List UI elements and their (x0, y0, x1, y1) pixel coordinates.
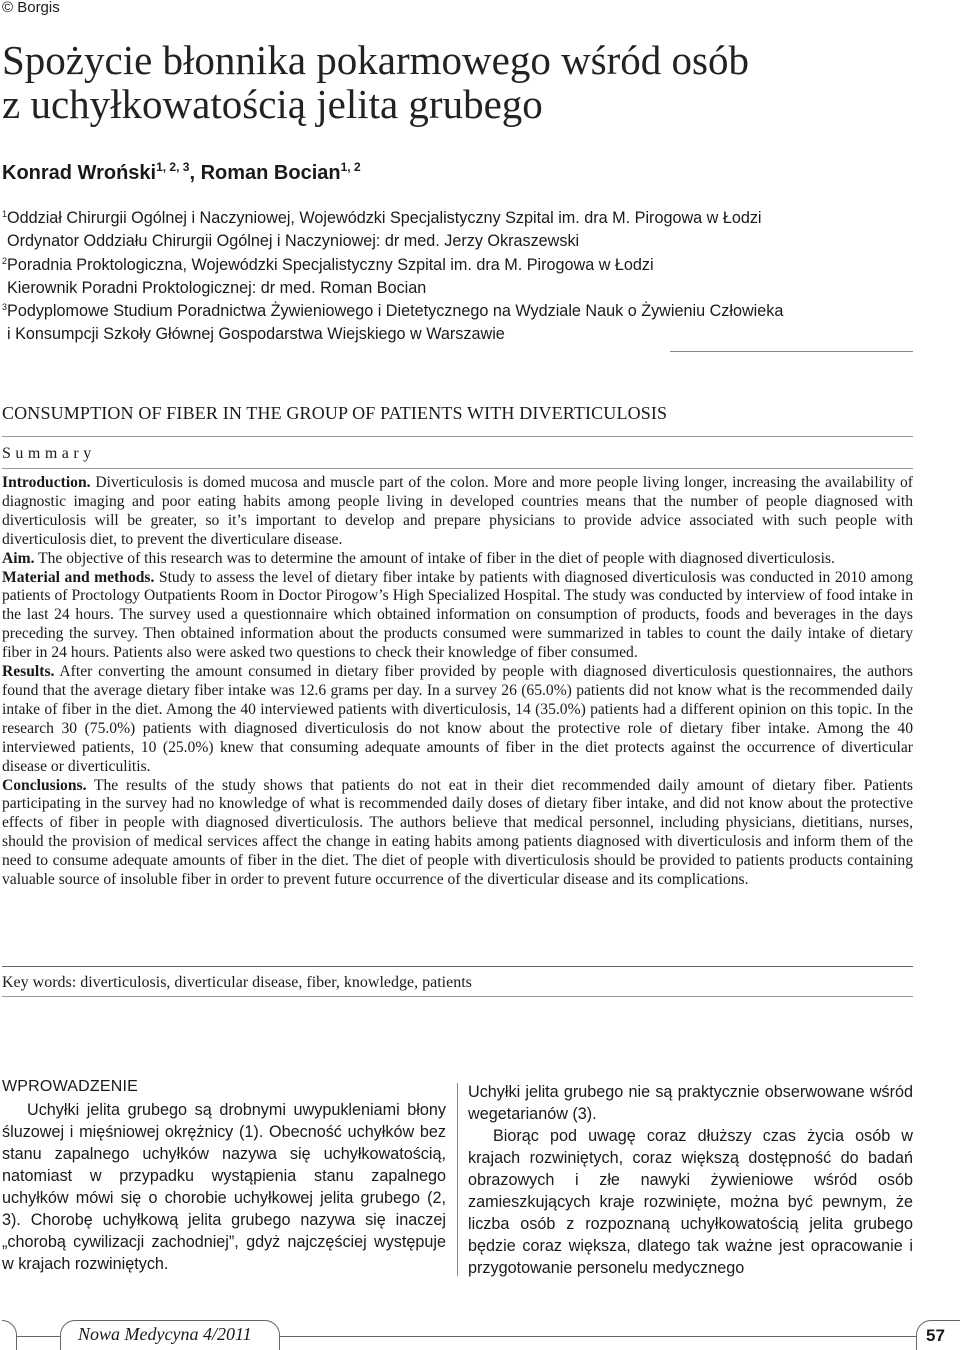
abstract-results (2, 663, 913, 776)
body-paragraph: Biorąc pod uwagę coraz dłuższy czas życia osób w krajach rozwiniętych, coraz większą dostępność do badań obrazowych i złe nawyki żywieniowe wśród osób zamieszkujących kraje rozwinięte, można być pewnym, że liczba osób z rozpoznaną uchyłkowatością jelita grubego będzie coraz większa, dlatego tak ważne jest opracowanie i przygotowanie personelu medycznego (468, 1127, 913, 1277)
affiliation-1 (2, 207, 958, 230)
abstract-text: Study to assess the level of dietary fiber intake by patients with diagnosed diverticulosis was conducted in 2010 among patients of Proctology Outpatients Room in Doctor Pirogow’s High Specialized Hospital. The study was conducted by interview of food intake in the last 24 hours. The survey used a questionnaire which obtained information on consumption of products, foods and beverages in the days preceding the survey. Then obtained information about the products consumed were summarized in tables to count the daily intake of dietary fiber in 24 hours. Patients also were asked two questions to check their knowledge of fiber consumed. (2, 568, 914, 662)
affiliation-number: 3 (2, 302, 8, 313)
divider (670, 351, 913, 352)
article-title-line-2: z uchyłkowatością jelita grubego (2, 81, 543, 127)
abstract-label: Material and methods. (2, 568, 155, 586)
article-title (2, 38, 952, 126)
affiliation-3 (2, 300, 958, 323)
abstract (2, 474, 913, 890)
copyright-notice: © Borgis (2, 0, 60, 16)
divider (2, 996, 913, 997)
journal-name: Nowa Medycyna 4/2011 (78, 1324, 252, 1344)
body-paragraph: Uchyłki jelita grubego są drobnymi uwypukleniami błony śluzowej i mięśniowej okrężnicy (1). Obecność uchyłków bez stanu zapalnego uchyłków nazywa się uchyłkowatością, natomiast w przypadku wystąpienia stanu zapalnego uchyłków mówi się o chorobie uchyłkowej jelita grubego (2, 3). Chorobę uchyłkową jelita grubego nazywa się inaczej „chorobą cywilizacji zachodniej”, gdyż najczęściej występuje w krajach rozwiniętych. (2, 1101, 446, 1273)
affiliations (2, 207, 958, 347)
divider (2, 966, 913, 967)
column-divider (457, 1083, 458, 1276)
author-affiliation-marks: 1, 2 (340, 160, 361, 174)
affiliation-number: 2 (2, 255, 8, 266)
section-heading: WPROWADZENIE (2, 1078, 139, 1095)
author-affiliation-marks: 1, 2, 3 (156, 160, 190, 174)
abstract-label: Introduction. (2, 474, 91, 491)
abstract-text: After converting the amount consumed in dietary fiber provided by people with diagnosed diverticulosis questionnaires, the authors found that the average dietary fiber intake was 12.6 grams per day. In a survey 26 (65.0%) patients did not know what is the recommended daily intake of fiber in the diet. Among the 40 interviewed patients with diverticulosis, 14 (35.0%) patients had a different opinion on this topic. In the research 30 (75.0%) patients with diagnosed diverticulosis do not know about the protective role of dietary fiber intake. Among the 40 interviewed patients, 10 (25.0%) knew that consuming adequate amounts of fiber in the diet protects against the occurrence of diverticular disease or diverticulitis. (2, 663, 913, 775)
abstract-text: The results of the study shows that patients do not eat in their diet recommended daily amount of dietary fiber. Patients participating in the survey had no knowledge of what is recommended daily doses of dietary fiber intake, and did not know about the protective effects of fiber in people with diagnosed diverticulosis. The authors believe that medical personnel, including physicians, dietitians, nurses, should the provision of medical services affect the change in eating habits among patients diagnosed with diverticulosis and inform them of the need to consume adequate amounts of fiber in the diet. The diet of people with diverticulosis should be provided to patients products containing valuable source of insoluble fiber in order to prevent future occurrence of the diverticular disease and its complications. (2, 776, 913, 889)
body-paragraph: Uchyłki jelita grubego nie są praktycznie obserwowane wśród wegetarianów (3). (468, 1083, 913, 1123)
abstract-aim (2, 550, 913, 569)
abstract-label: Results. (2, 663, 55, 681)
page-number: 57 (926, 1326, 945, 1345)
affiliation-2 (2, 254, 958, 277)
abstract-introduction (2, 474, 913, 550)
affiliation-1-head: Ordynator Oddziału Chirurgii Ogólnej i Naczyniowej: dr med. Jerzy Okraszewski (7, 232, 580, 251)
author-name: Konrad Wroński (2, 162, 157, 184)
abstract-methods (2, 569, 913, 664)
affiliation-number: 1 (2, 209, 8, 219)
footer-tab-left (2, 1320, 17, 1350)
divider (2, 436, 913, 437)
keywords: Key words: diverticulosis, diverticular disease, fiber, knowledge, patients (2, 974, 472, 991)
affiliation-3-cont: i Konsumpcji Szkoły Głównej Gospodarstwa Wiejskiego w Warszawie (7, 325, 505, 344)
divider (2, 468, 913, 469)
abstract-text: The objective of this research was to determine the amount of intake of fiber in the diet of people with diagnosed diverticulosis. (34, 549, 835, 567)
abstract-label: Conclusions. (2, 776, 87, 794)
body-column-right (468, 1081, 913, 1279)
author-name: Roman Bocian (200, 162, 341, 184)
author-separator: , (189, 162, 201, 184)
affiliation-1-text: Oddział Chirurgii Ogólnej i Naczyniowej, Wojewódzki Specjalistyczny Szpital im. dra M. Pirogowa w Łodzi (7, 209, 762, 227)
affiliation-2-head: Kierownik Poradni Proktologicznej: dr med. Roman Bocian (7, 278, 427, 297)
affiliation-2-text: Poradnia Proktologiczna, Wojewódzki Specjalistyczny Szpital im. dra M. Pirogowa w Łodzi (7, 255, 654, 274)
abstract-label: Aim. (2, 549, 35, 567)
body-column-left (2, 1076, 446, 1275)
article-title-line-1: Spożycie błonnika pokarmowego wśród osób (2, 37, 749, 83)
author-list (2, 162, 361, 185)
abstract-conclusions (2, 777, 913, 890)
abstract-text: Diverticulosis is domed mucosa and muscle part of the colon. More and more people living longer, increasing the availability of diagnostic imaging and poor eating habits among people living in developed countries means that the number of people diagnosed with diverticulosis will be greater, so it’s important to develop and prepare physicians to provide advice associated with such people with diverticulosis diet, to prevent the diverticulare disease. (2, 474, 913, 548)
english-title: CONSUMPTION OF FIBER IN THE GROUP OF PATIENTS WITH DIVERTICULOSIS (2, 403, 668, 423)
summary-heading: Summary (2, 445, 96, 462)
affiliation-3-text: Podyplomowe Studium Poradnictwa Żywieniowego i Dietetycznego na Wydziale Nauk o Żywieniu Człowieka (7, 302, 784, 321)
